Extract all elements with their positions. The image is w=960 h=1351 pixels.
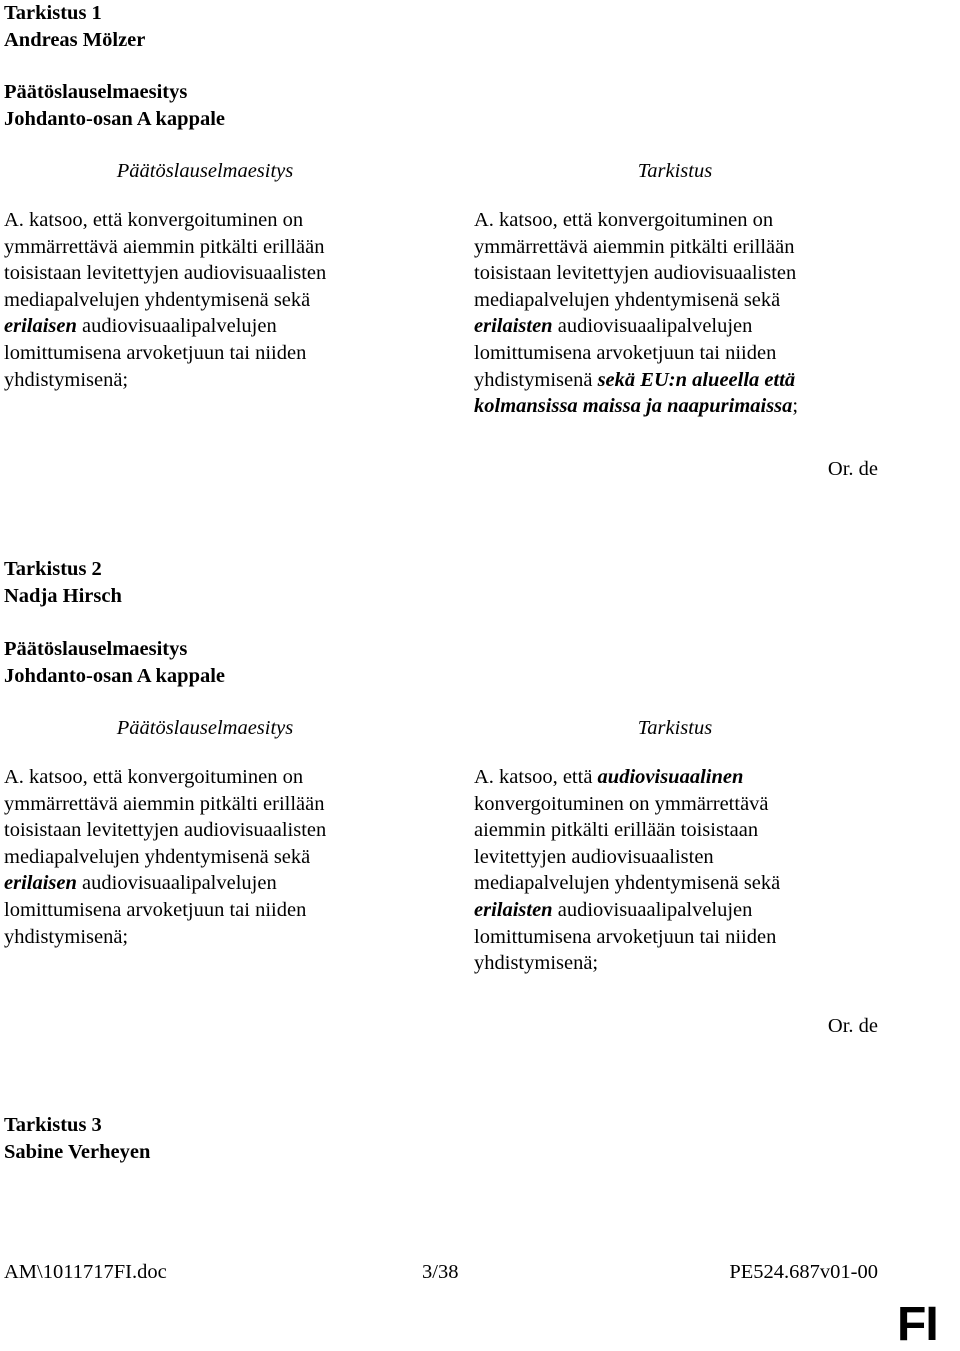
text-line xyxy=(4,367,326,394)
amended-text-change: erilaisen xyxy=(4,315,77,338)
amendment-1-location: Johdanto-osan A kappale xyxy=(4,107,226,130)
text-line xyxy=(4,897,326,924)
text-run: yhdistymisenä xyxy=(474,368,598,391)
language-mark: FI xyxy=(897,1298,938,1351)
footer-document-ref: AM\1011717FI.doc xyxy=(4,1261,167,1283)
amended-text-change: audiovisuaalinen xyxy=(597,766,744,788)
text-line xyxy=(4,764,326,791)
text-line xyxy=(474,234,798,261)
text-line xyxy=(474,764,780,791)
text-line xyxy=(474,897,780,924)
text-run: ymmärrettävä aiemmin pitkälti erillään xyxy=(474,235,795,258)
text-line xyxy=(474,950,780,977)
amended-text-change: erilaisten xyxy=(474,315,553,338)
text-run: toisistaan levitettyjen audiovisuaalisten xyxy=(4,819,327,842)
text-run: mediapalvelujen yhdentymisenä sekä xyxy=(4,288,311,311)
amendment-1-author: Andreas Mölzer xyxy=(4,28,146,51)
text-line xyxy=(4,791,326,818)
text-line xyxy=(4,287,326,314)
text-line xyxy=(474,367,798,394)
text-run: audiovisuaalipalvelujen xyxy=(76,315,277,338)
amendment-2-target xyxy=(4,636,225,689)
text-line xyxy=(474,207,798,234)
text-run: lomittumisena arvoketjuun tai niiden xyxy=(474,925,777,948)
amendment-1-header xyxy=(4,0,145,53)
text-line xyxy=(474,313,798,340)
text-run: yhdistymisenä; xyxy=(4,368,129,391)
amendment-2-left-heading: Päätöslauselmaesitys xyxy=(116,717,294,739)
text-run: lomittumisena arvoketjuun tai niiden xyxy=(474,341,777,364)
amendment-3-author: Sabine Verheyen xyxy=(4,1140,151,1163)
text-run: ymmärrettävä aiemmin pitkälti erillään xyxy=(4,792,325,815)
text-run: ; xyxy=(792,395,799,418)
text-line xyxy=(4,313,326,340)
text-line xyxy=(474,870,780,897)
amendment-2-right-heading: Tarkistus xyxy=(637,717,713,739)
amended-text-change: erilaisten xyxy=(474,898,553,921)
amended-text-change: erilaisen xyxy=(4,872,77,895)
amendment-2-author: Nadja Hirsch xyxy=(4,584,122,607)
amendment-2-amended-text xyxy=(474,764,780,977)
amendment-2-title: Tarkistus 2 xyxy=(4,558,102,580)
amendment-2-original-language: Or. de xyxy=(827,1015,878,1037)
text-line xyxy=(4,817,326,844)
footer-page-number: 3/38 xyxy=(422,1261,459,1283)
text-run: A. katsoo, että xyxy=(474,766,598,788)
amendment-1-original-text xyxy=(4,207,326,393)
text-line xyxy=(4,260,326,287)
text-run: konvergoituminen on ymmärrettävä xyxy=(474,792,769,815)
text-run: yhdistymisenä; xyxy=(4,925,129,948)
text-run: audiovisuaalipalvelujen xyxy=(552,315,753,338)
amendment-3-header xyxy=(4,1112,150,1165)
text-line xyxy=(4,870,326,897)
amended-text-change: sekä EU:n alueella että xyxy=(597,368,796,391)
amendment-1-title: Tarkistus 1 xyxy=(4,2,102,24)
text-line xyxy=(474,260,798,287)
text-run: lomittumisena arvoketjuun tai niiden xyxy=(4,341,307,364)
amended-text-change: kolmansissa maissa ja naapurimaissa xyxy=(474,395,793,418)
amendment-3-title: Tarkistus 3 xyxy=(4,1114,102,1136)
text-line xyxy=(474,844,780,871)
text-line xyxy=(4,844,326,871)
amendment-1-original-language: Or. de xyxy=(827,458,878,480)
text-line xyxy=(4,207,326,234)
text-line xyxy=(474,817,780,844)
text-run: audiovisuaalipalvelujen xyxy=(552,898,753,921)
amendment-2-location: Johdanto-osan A kappale xyxy=(4,664,226,687)
text-run: aiemmin pitkälti erillään toisistaan xyxy=(474,819,759,842)
text-line xyxy=(4,234,326,261)
text-line xyxy=(474,340,798,367)
amendment-2-original-text xyxy=(4,764,326,950)
amendment-1-target xyxy=(4,79,225,132)
text-run: mediapalvelujen yhdentymisenä sekä xyxy=(474,872,781,895)
text-run: mediapalvelujen yhdentymisenä sekä xyxy=(474,288,781,311)
text-line xyxy=(4,340,326,367)
amendment-2-header xyxy=(4,556,122,609)
text-line xyxy=(4,924,326,951)
text-run: toisistaan levitettyjen audiovisuaalisten xyxy=(4,262,327,285)
amendment-1-left-heading: Päätöslauselmaesitys xyxy=(116,160,294,182)
text-line xyxy=(474,791,780,818)
text-line xyxy=(474,287,798,314)
text-run: yhdistymisenä; xyxy=(474,952,599,975)
text-run: lomittumisena arvoketjuun tai niiden xyxy=(4,898,307,921)
text-run: A. katsoo, että konvergoituminen on xyxy=(4,766,304,788)
amendment-2-document: Päätöslauselmaesitys xyxy=(4,638,188,660)
text-run: mediapalvelujen yhdentymisenä sekä xyxy=(4,845,311,868)
amendment-1-document: Päätöslauselmaesitys xyxy=(4,81,188,103)
text-run: levitettyjen audiovisuaalisten xyxy=(474,845,714,868)
text-line xyxy=(474,393,798,420)
amendment-1-right-heading: Tarkistus xyxy=(637,160,713,182)
text-run: ymmärrettävä aiemmin pitkälti erillään xyxy=(4,235,325,258)
footer-pe-ref: PE524.687v01-00 xyxy=(729,1261,878,1283)
text-run: toisistaan levitettyjen audiovisuaalisten xyxy=(474,262,797,285)
text-run: A. katsoo, että konvergoituminen on xyxy=(474,209,774,231)
text-run: audiovisuaalipalvelujen xyxy=(76,872,277,895)
amendment-1-amended-text xyxy=(474,207,798,420)
text-run: A. katsoo, että konvergoituminen on xyxy=(4,209,304,231)
text-line xyxy=(474,924,780,951)
